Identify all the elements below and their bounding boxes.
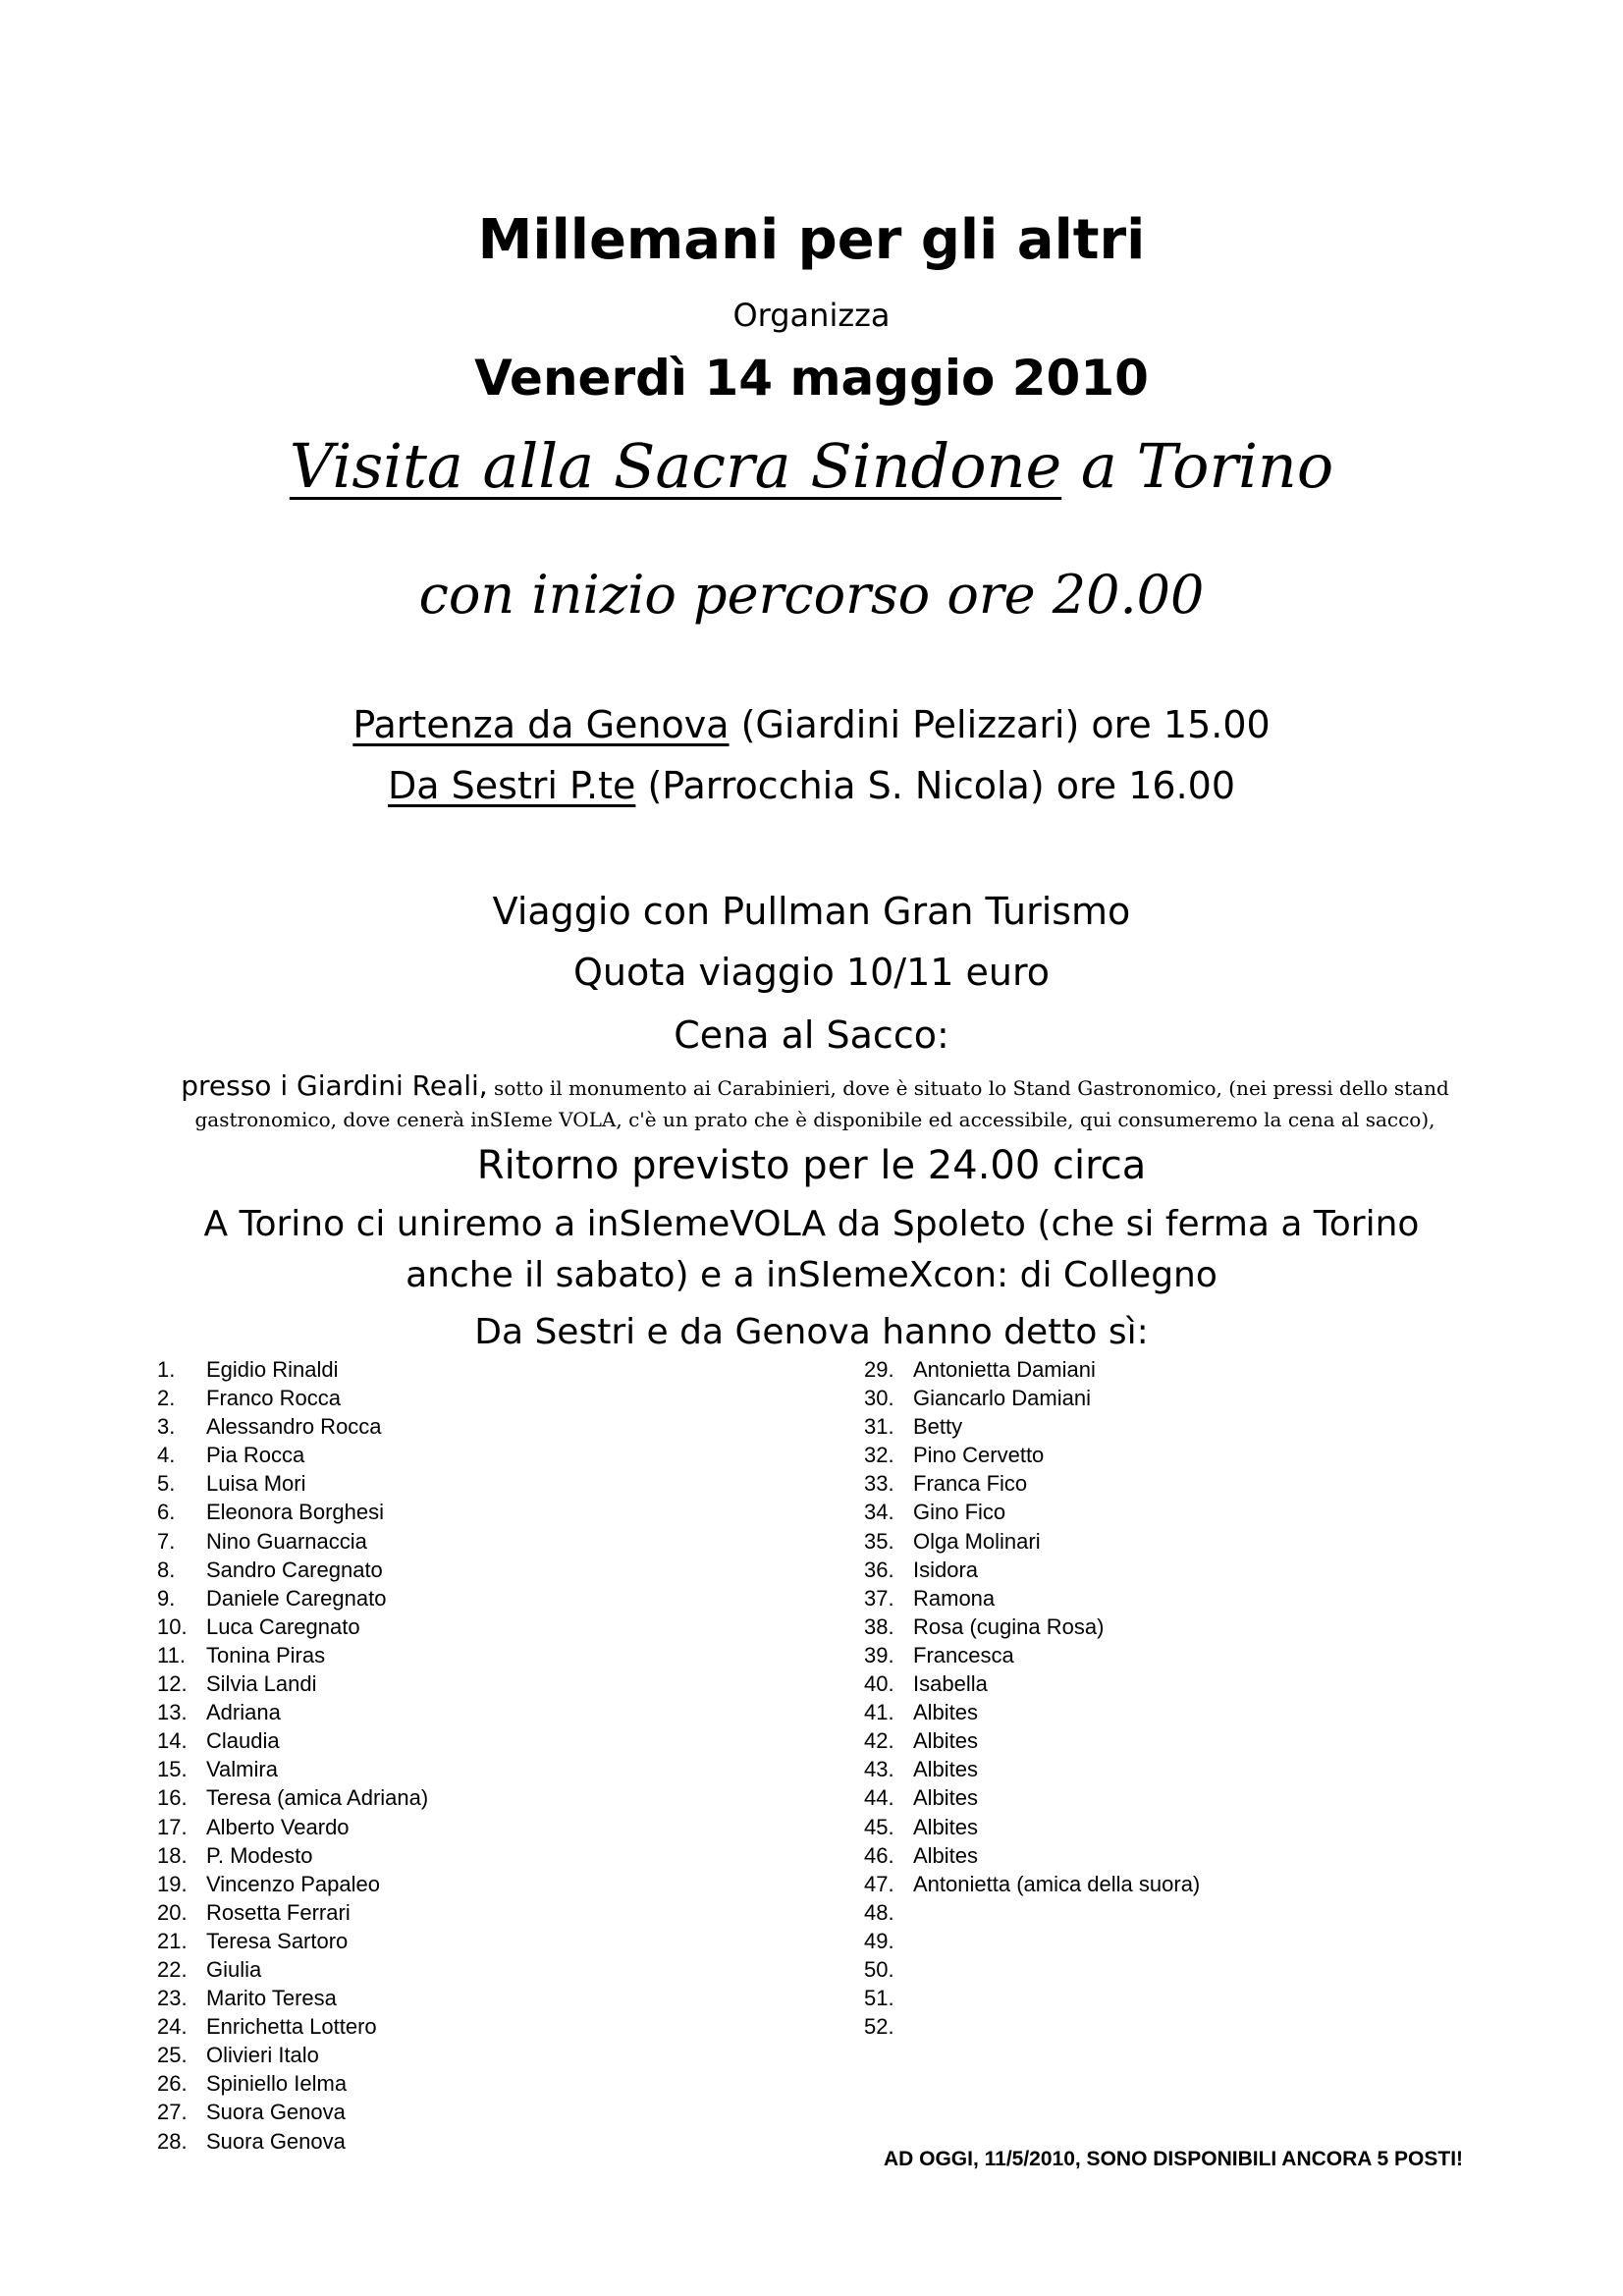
participant-name: Albites <box>913 1700 979 1725</box>
participant-number: 24. <box>157 2014 188 2040</box>
participant-number: 12. <box>157 1671 188 1697</box>
participant-name: Ramona <box>913 1585 996 1611</box>
fare-line: Quota viaggio 10/11 euro <box>572 951 1051 994</box>
participant-number: 49. <box>864 1928 894 1953</box>
participant-number: 28. <box>157 2128 188 2154</box>
participant-name: Albites <box>913 1814 979 1839</box>
dinner-location-mid: sotto il monumento ai Carabinieri, <box>487 1076 837 1100</box>
participant-number: 36. <box>864 1557 894 1582</box>
participant-number: 7. <box>157 1528 176 1554</box>
event-date: Venerdì 14 maggio 2010 <box>474 350 1149 407</box>
participant-number: 16. <box>157 1785 188 1811</box>
participant-name: Pia Rocca <box>206 1443 305 1468</box>
event-heading <box>0 430 1623 502</box>
participant-name: Betty <box>913 1414 963 1440</box>
participant-name: Albites <box>913 1785 979 1811</box>
participant-number: 22. <box>157 1956 188 1982</box>
participant-name: Olga Molinari <box>913 1528 1041 1554</box>
participant-name: Adriana <box>206 1700 281 1725</box>
participant-number: 8. <box>157 1557 176 1582</box>
participant-number: 14. <box>157 1728 188 1754</box>
participant-number: 47. <box>864 1871 894 1896</box>
participant-name: Nino Guarnaccia <box>206 1528 367 1554</box>
participant-name: Alessandro Rocca <box>206 1414 382 1440</box>
participant-number: 19. <box>157 1871 188 1896</box>
event-heading-rest: a Torino <box>1061 430 1334 502</box>
participant-number: 27. <box>157 2100 188 2125</box>
participant-number: 6. <box>157 1500 176 1525</box>
participant-name: P. Modesto <box>206 1842 313 1868</box>
participant-name: Enrichetta Lottero <box>206 2014 377 2040</box>
participant-number: 29. <box>864 1357 894 1382</box>
participant-name: Daniele Caregnato <box>206 1585 387 1611</box>
participant-name: Luisa Mori <box>206 1471 306 1497</box>
participant-name: Vincenzo Papaleo <box>206 1871 380 1896</box>
participant-name: Egidio Rinaldi <box>206 1357 339 1382</box>
participant-name: Albites <box>913 1842 979 1868</box>
page-title: Millemani per gli altri <box>477 208 1146 272</box>
availability-notice: AD OGGI, 11/5/2010, SONO DISPONIBILI ANCORA 5 POSTI! <box>883 2148 1464 2170</box>
participant-number: 46. <box>864 1842 894 1868</box>
participant-name: Teresa Sartoro <box>206 1928 349 1953</box>
joining-line-2: anche il sabato) e a inSIemeXcon: di Collegno <box>406 1255 1217 1295</box>
participant-number: 4. <box>157 1443 176 1468</box>
participant-number: 52. <box>864 2014 894 2040</box>
participant-name: Isidora <box>913 1557 979 1582</box>
return-line: Ritorno previsto per le 24.00 circa <box>476 1143 1147 1188</box>
participant-number: 30. <box>864 1386 894 1411</box>
participant-number: 40. <box>864 1671 894 1697</box>
participant-number: 15. <box>157 1757 188 1782</box>
participant-number: 50. <box>864 1956 894 1982</box>
participant-name: Teresa (amica Adriana) <box>206 1785 429 1811</box>
participant-number: 38. <box>864 1613 894 1639</box>
participant-number: 51. <box>864 1986 894 2011</box>
participant-number: 26. <box>157 2071 188 2097</box>
participant-number: 13. <box>157 1700 188 1725</box>
participant-name: Suora Genova <box>206 2128 346 2154</box>
dinner-location-tail: dove è situato lo Stand Gastronomico, (nei pressi dello stand gastronomico, dove cenerà inSIeme VOLA, c'è un prato che è disponibile ed accessibile, qui consumeremo la cena al sacco), <box>194 1076 1449 1131</box>
participant-number: 10. <box>157 1613 188 1639</box>
participant-name: Sandro Caregnato <box>206 1557 383 1582</box>
participant-number: 42. <box>864 1728 894 1754</box>
participant-number: 35. <box>864 1528 894 1554</box>
participant-name: Franco Rocca <box>206 1386 341 1411</box>
departure-place: Partenza da Genova <box>352 703 730 746</box>
participant-name: Rosetta Ferrari <box>206 1899 351 1925</box>
participant-name: Francesca <box>913 1642 1014 1667</box>
participant-number: 34. <box>864 1500 894 1525</box>
participant-number: 18. <box>157 1842 188 1868</box>
participant-name: Giulia <box>206 1956 262 1982</box>
participant-number: 33. <box>864 1471 894 1497</box>
participant-name: Valmira <box>206 1757 278 1782</box>
participant-name: Tonina Piras <box>206 1642 326 1667</box>
start-time-line: con inizio percorso ore 20.00 <box>418 564 1205 626</box>
participant-number: 9. <box>157 1585 176 1611</box>
participant-number: 37. <box>864 1585 894 1611</box>
participant-number: 44. <box>864 1785 894 1811</box>
departure-details: (Giardini Pelizzari) ore 15.00 <box>729 703 1271 746</box>
participant-number: 1. <box>157 1357 176 1382</box>
departure-genova <box>0 703 1623 746</box>
participant-number: 11. <box>157 1642 186 1667</box>
participant-name: Isabella <box>913 1671 988 1697</box>
participant-name: Gino Fico <box>913 1500 1006 1525</box>
participant-name: Alberto Veardo <box>206 1814 350 1839</box>
participant-number: 5. <box>157 1471 176 1497</box>
participant-number: 20. <box>157 1899 188 1925</box>
participant-name: Giancarlo Damiani <box>913 1386 1091 1411</box>
participant-number: 2. <box>157 1386 176 1411</box>
participant-name: Antonietta Damiani <box>913 1357 1096 1382</box>
event-heading-underlined: Visita alla Sacra Sindone <box>289 430 1062 502</box>
dinner-location-paragraph <box>167 1070 1463 1135</box>
participant-name: Luca Caregnato <box>206 1613 360 1639</box>
participant-number: 31. <box>864 1414 894 1440</box>
participant-number: 21. <box>157 1928 188 1953</box>
participants-heading: Da Sestri e da Genova hanno detto sì: <box>474 1312 1149 1352</box>
joining-line-1: A Torino ci uniremo a inSIemeVOLA da Spoleto (che si ferma a Torino <box>203 1204 1420 1244</box>
participant-name: Antonietta (amica della suora) <box>913 1871 1201 1896</box>
participant-name: Spiniello Ielma <box>206 2071 348 2097</box>
dinner-location-lead: presso i Giardini Reali, <box>181 1069 488 1102</box>
participant-number: 23. <box>157 1986 188 2011</box>
participant-name: Claudia <box>206 1728 280 1754</box>
participant-name: Marito Teresa <box>206 1986 337 2011</box>
participant-name: Rosa (cugina Rosa) <box>913 1613 1105 1639</box>
dinner-line: Cena al Sacco: <box>674 1013 949 1057</box>
participant-name: Franca Fico <box>913 1471 1028 1497</box>
departure-details: (Parrocchia S. Nicola) ore 16.00 <box>635 764 1236 807</box>
participant-number: 25. <box>157 2043 188 2068</box>
participant-name: Albites <box>913 1757 979 1782</box>
participant-number: 39. <box>864 1642 894 1667</box>
participant-name: Pino Cervetto <box>913 1443 1045 1468</box>
participant-number: 3. <box>157 1414 176 1440</box>
departure-sestri <box>0 764 1623 807</box>
participant-name: Eleonora Borghesi <box>206 1500 385 1525</box>
participant-number: 45. <box>864 1814 894 1839</box>
travel-line: Viaggio con Pullman Gran Turismo <box>492 890 1131 933</box>
participant-name: Silvia Landi <box>206 1671 317 1697</box>
participant-number: 43. <box>864 1757 894 1782</box>
participant-number: 48. <box>864 1899 894 1925</box>
participant-number: 17. <box>157 1814 188 1839</box>
participant-name: Albites <box>913 1728 979 1754</box>
participant-number: 41. <box>864 1700 894 1725</box>
participant-name: Olivieri Italo <box>206 2043 319 2068</box>
participant-number: 32. <box>864 1443 894 1468</box>
departure-place: Da Sestri P.te <box>387 764 636 807</box>
participant-name: Suora Genova <box>206 2100 346 2125</box>
organizer-label: Organizza <box>732 297 891 334</box>
